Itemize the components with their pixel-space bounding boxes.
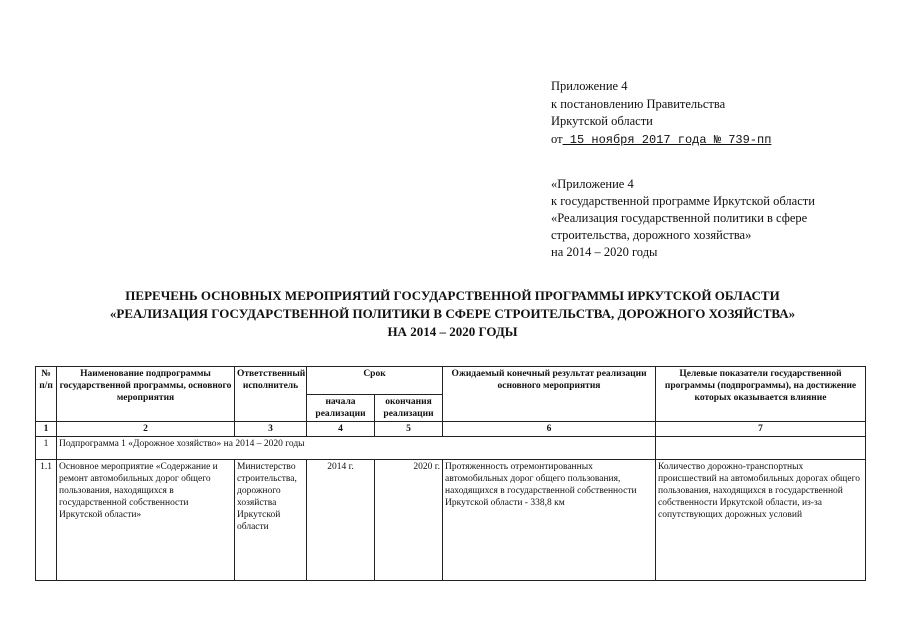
- header-name: Наименование подпрограммы государственной программы, основного мероприятия: [57, 367, 235, 422]
- subprogram-name: Подпрограмма 1 «Дорожное хозяйство» на 2014 – 2020 годы: [57, 437, 656, 460]
- appendix-ref-line: «Реализация государственной политики в сфере: [551, 211, 808, 225]
- title-line: ПЕРЕЧЕНЬ ОСНОВНЫХ МЕРОПРИЯТИЙ ГОСУДАРСТВЕННОЙ ПРОГРАММЫ ИРКУТСКОЙ ОБЛАСТИ: [125, 288, 780, 303]
- appendix-ref-line: на 2014 – 2020 годы: [551, 245, 658, 259]
- row-name: Основное мероприятие «Содержание и ремонт автомобильных дорог общего пользования, находящихся в государственной собственности Иркутской области»: [57, 460, 235, 581]
- appendix-date: [551, 131, 771, 150]
- col-number: 4: [307, 422, 375, 437]
- header-num: № п/п: [36, 367, 57, 422]
- appendix-line: к постановлению Правительства: [551, 96, 726, 111]
- header-targets: Целевые показатели государственной программы (подпрограммы), на достижение которых оказывается влияние: [656, 367, 866, 422]
- col-number: 5: [375, 422, 443, 437]
- col-number: 3: [235, 422, 307, 437]
- col-number: 1: [36, 422, 57, 437]
- appendix-header: [551, 78, 771, 149]
- date-value: 15 ноября 2017 года № 739-пп: [562, 132, 772, 147]
- col-number: 6: [443, 422, 656, 437]
- row-result: Протяженность отремонтированных автомобильных дорог общего пользования, находящихся в государственной собственности Иркутской области - 338,8 км: [443, 460, 656, 581]
- appendix-line: Приложение 4: [551, 79, 628, 93]
- table-row: [36, 460, 866, 581]
- appendix-reference: [551, 176, 815, 261]
- appendix-ref-line: к государственной программе Иркутской области: [551, 194, 815, 208]
- header-result: Ожидаемый конечный результат реализации основного мероприятия: [443, 367, 656, 422]
- col-number: 2: [57, 422, 235, 437]
- row-targets: Количество дорожно-транспортных происшествий на автомобильных дорогах общего пользования, находящихся в государственной собственности Иркутской области, из-за сопутствующих дорожных условий: [656, 460, 866, 581]
- header-executor: Ответственный исполнитель: [235, 367, 307, 422]
- date-prefix: от: [551, 131, 563, 146]
- appendix-ref-line: «Приложение 4: [551, 177, 634, 191]
- col-number: 7: [656, 422, 866, 437]
- header-end: окончания реализации: [375, 395, 443, 422]
- measures-table: [35, 366, 866, 581]
- title-line: НА 2014 – 2020 ГОДЫ: [387, 324, 518, 339]
- row-executor: Министерство строительства, дорожного хозяйства Иркутской области: [235, 460, 307, 581]
- subprogram-row: [36, 437, 866, 460]
- document-title: [40, 287, 865, 341]
- header-start: начала реализации: [307, 395, 375, 422]
- header-term: Срок: [307, 367, 443, 395]
- row-start: 2014 г.: [307, 460, 375, 581]
- row-end: 2020 г.: [375, 460, 443, 581]
- row-num: 1.1: [36, 460, 57, 581]
- appendix-ref-line: строительства, дорожного хозяйства»: [551, 228, 752, 242]
- title-line: «РЕАЛИЗАЦИЯ ГОСУДАРСТВЕННОЙ ПОЛИТИКИ В СФЕРЕ СТРОИТЕЛЬСТВА, ДОРОЖНОГО ХОЗЯЙСТВА»: [109, 306, 796, 321]
- appendix-line: Иркутской области: [551, 114, 653, 128]
- subprogram-targets-empty: [656, 437, 866, 460]
- subprogram-num: 1: [36, 437, 57, 460]
